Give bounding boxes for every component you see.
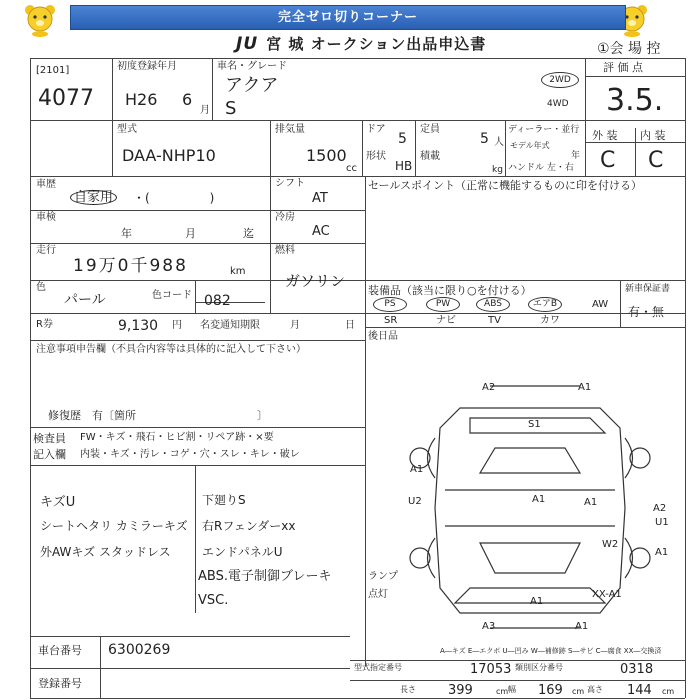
cc-unit: cc bbox=[346, 163, 357, 174]
damage-mark: A1 bbox=[410, 464, 424, 475]
inspection-month: 月 bbox=[185, 227, 196, 240]
fuel-value: ガソリン bbox=[285, 272, 346, 290]
capacity-label: 定員 bbox=[420, 124, 440, 135]
inspection-until: 迄 bbox=[243, 227, 254, 240]
equip-airbag: エアB bbox=[528, 297, 562, 312]
first-reg-era: H26 bbox=[125, 90, 158, 109]
frame-number: 6300269 bbox=[108, 642, 171, 658]
bear-mascot-icon bbox=[22, 3, 58, 37]
warranty-label: 新車保証書 bbox=[625, 284, 671, 294]
damage-mark: U2 bbox=[408, 496, 422, 507]
damage-mark: A1 bbox=[532, 494, 546, 505]
width-label: 幅 bbox=[508, 685, 516, 694]
damage-mark: A3 bbox=[482, 621, 496, 632]
exterior-label: 外 装 bbox=[592, 129, 618, 142]
notice-month: 月 bbox=[290, 320, 300, 331]
fuel-label: 燃料 bbox=[275, 245, 295, 256]
yen-unit: 円 bbox=[172, 320, 182, 331]
lot-code: [2101] bbox=[36, 65, 70, 76]
equip-navi: ナビ bbox=[436, 315, 456, 326]
damage-legend: A―キズ E―エクボ U―凹み W―補修跡 S―サビ C―腐食 XX―交換済 bbox=[440, 647, 662, 655]
damage-mark: XX-A1 bbox=[592, 589, 622, 600]
shift-label: シフト bbox=[275, 178, 305, 189]
height-label: 高さ bbox=[587, 685, 603, 694]
mileage-label: 走行 bbox=[36, 245, 56, 256]
length-label: 長さ bbox=[400, 685, 416, 694]
inspector-row-2: 内装・キズ・汚レ・コゲ・穴・スレ・キレ・破レ bbox=[80, 449, 300, 460]
damage-mark: W2 bbox=[602, 539, 619, 550]
later-label: 後日品 bbox=[368, 331, 398, 342]
sheet-title: 宮 城 オークション出品申込書 bbox=[266, 35, 487, 53]
equip-pw: PW bbox=[426, 297, 460, 312]
inspection-label: 車検 bbox=[36, 212, 56, 223]
displacement-value: 1500 bbox=[306, 146, 347, 165]
hand-note: エンドパネルU bbox=[202, 545, 283, 559]
dealer-label: ディーラー・並行 bbox=[508, 125, 580, 135]
equip-abs: ABS bbox=[476, 297, 510, 312]
damage-mark: A1 bbox=[584, 497, 598, 508]
mileage-value: 19万0千988 bbox=[73, 256, 188, 276]
interior-label: 内 装 bbox=[640, 129, 666, 142]
inspector-label: 検査員 bbox=[33, 432, 66, 445]
equip-tv: TV bbox=[488, 315, 501, 326]
cooler-label: 冷房 bbox=[275, 212, 295, 223]
ju-logo: JU bbox=[236, 34, 259, 54]
shift-value: AT bbox=[312, 191, 328, 206]
drive-4wd: 4WD bbox=[547, 99, 569, 109]
model-no-label: 型式指定番号 bbox=[354, 663, 402, 672]
color-label: 色 bbox=[36, 282, 46, 293]
equip-sr: SR bbox=[384, 315, 398, 326]
hand-note: 下廻りS bbox=[202, 493, 246, 507]
color-code-label: 色コード bbox=[152, 290, 192, 301]
equip-ps: PS bbox=[373, 297, 407, 312]
exterior-grade: C bbox=[600, 148, 616, 173]
model-label: 型式 bbox=[117, 124, 137, 135]
capacity-value: 5 bbox=[480, 131, 489, 147]
sales-point-label: セールスポイント（正常に機能するものに印を付ける） bbox=[368, 179, 643, 192]
damage-mark: A1 bbox=[655, 547, 669, 558]
hand-note: キズU bbox=[40, 495, 76, 510]
lot-number: 4077 bbox=[38, 86, 94, 111]
car-name: アクア bbox=[225, 75, 279, 96]
inspector-label-2: 記入欄 bbox=[33, 448, 66, 461]
load-label: 積載 bbox=[420, 151, 440, 162]
class-no-value: 0318 bbox=[620, 662, 654, 677]
hand-note: 外AWキズ スタッドレス bbox=[40, 545, 171, 559]
shape-label: 形状 bbox=[366, 151, 386, 162]
doors-label: ドア bbox=[366, 124, 386, 135]
first-reg-month: 6 bbox=[182, 90, 193, 109]
eval-score: 3.5. bbox=[606, 83, 664, 118]
class-no-label: 類別区分番号 bbox=[515, 663, 563, 672]
drive-2wd: 2WD bbox=[541, 72, 579, 88]
recycle-ticket-value: 9,130 bbox=[118, 318, 159, 334]
first-reg-label: 初度登録年月 bbox=[117, 61, 177, 72]
width-unit: cm bbox=[572, 687, 585, 696]
hand-note: VSC. bbox=[198, 593, 229, 608]
load-unit: kg bbox=[492, 165, 503, 175]
color-code: 082 bbox=[204, 293, 231, 309]
damage-mark: A1 bbox=[578, 382, 592, 393]
sheet-header bbox=[236, 33, 486, 54]
damage-mark: S1 bbox=[528, 419, 541, 430]
copy-label: ①会 場 控 bbox=[597, 41, 661, 57]
shape-value: HB bbox=[395, 159, 413, 173]
reg-label: 登録番号 bbox=[38, 677, 82, 690]
handle-label: ハンドル 左・右 bbox=[508, 163, 574, 173]
inspector-row-1: FW・キズ・飛石・ヒビ割・リペア跡・×要 bbox=[80, 432, 274, 443]
displacement-label: 排気量 bbox=[275, 124, 305, 135]
car-grade: S bbox=[225, 98, 237, 119]
history-other: ・( ) bbox=[133, 191, 215, 205]
damage-mark: A2 bbox=[653, 503, 667, 514]
length-unit: cm bbox=[496, 687, 509, 696]
car-name-label: 車名・グレード bbox=[217, 61, 287, 72]
width-value: 169 bbox=[538, 683, 563, 698]
month-unit: 月 bbox=[200, 105, 210, 116]
km-unit: km bbox=[230, 266, 246, 277]
hand-note: 右Rフェンダーxx bbox=[202, 519, 296, 533]
height-value: 144 bbox=[627, 683, 652, 698]
recycle-ticket-label: R券 bbox=[36, 319, 53, 330]
notice-label: 名変通知期限 bbox=[200, 320, 260, 331]
equipment-label: 装備品（該当に限り○を付ける） bbox=[368, 284, 532, 297]
height-unit: cm bbox=[662, 687, 675, 696]
frame-label: 車台番号 bbox=[38, 644, 82, 657]
color-value: パール bbox=[64, 292, 106, 308]
model-value: DAA-NHP10 bbox=[122, 146, 216, 165]
damage-mark: A1 bbox=[575, 621, 589, 632]
banner: 完全ゼロ切りコーナー bbox=[70, 5, 626, 30]
notes-label: 注意事項申告欄（不具合内容等は具体的に記入して下さい） bbox=[36, 344, 306, 355]
history-value: 自家用 bbox=[70, 190, 117, 205]
equip-leather: カワ bbox=[540, 315, 560, 326]
hand-note: ランプ点灯 bbox=[368, 571, 398, 600]
hand-note: ABS.電子制御ブレーキ bbox=[198, 569, 332, 584]
damage-mark: A1 bbox=[530, 596, 544, 607]
damage-mark: A2 bbox=[482, 382, 496, 393]
equip-aw: AW bbox=[592, 299, 609, 310]
notice-day: 日 bbox=[345, 320, 355, 331]
doors-value: 5 bbox=[398, 131, 407, 147]
model-no-value: 17053 bbox=[470, 662, 512, 677]
inspection-year: 年 bbox=[121, 227, 132, 240]
model-year-label: モデル年式 bbox=[510, 141, 550, 150]
length-value: 399 bbox=[448, 683, 473, 698]
interior-grade: C bbox=[648, 148, 664, 173]
damage-mark: U1 bbox=[655, 517, 669, 528]
warranty-value: 有・無 bbox=[628, 305, 665, 319]
capacity-unit: 人 bbox=[494, 137, 504, 148]
hand-note: シートヘタリ カミラーキズ bbox=[40, 519, 188, 533]
repair-history: 修復歴 有〔箇所 〕 bbox=[48, 409, 268, 422]
year-unit: 年 bbox=[571, 151, 581, 161]
cooler-value: AC bbox=[312, 224, 330, 239]
eval-label: 評 価 点 bbox=[603, 61, 643, 74]
history-label: 車歴 bbox=[36, 179, 56, 190]
